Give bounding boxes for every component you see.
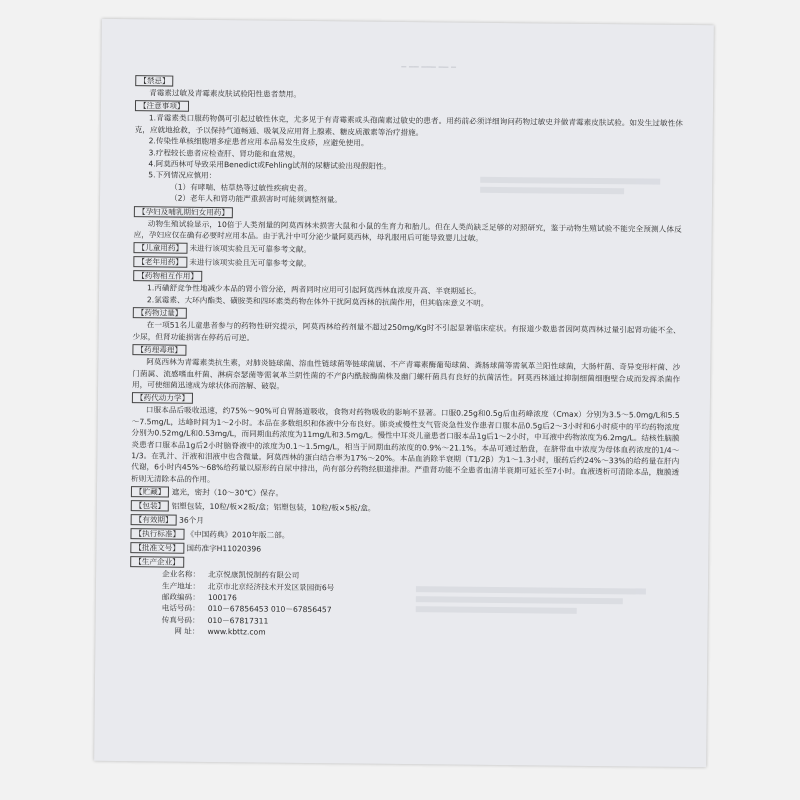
section-paragraph: 4.阿莫西林可导致采用Benedict或Fehling试剂的尿糖试验出现假阳性。	[148, 159, 392, 171]
section-inline-text: 铝塑包装，10粒/板×2板/盒；铝塑包装，10粒/板×5板/盒。	[169, 501, 376, 513]
section-precautions	[134, 99, 683, 210]
section-header: 【注意事项】	[135, 101, 189, 113]
section-header: 【老年用药】	[133, 257, 187, 269]
manufacturer-value: 北京悦康凯悦制药有限公司	[208, 570, 300, 581]
section-paragraph: 在一项51名儿童患者参与的药物性研究提示，阿莫西林给药剂量不超过250mg/Kg时不引起显著临床症状。有报道少数患者因阿莫西林过量引起肾功能不全、少尿，但肾功能损害在停药后可逆。	[132, 320, 681, 343]
section-paragraph: 2.传染性单核细胞增多症患者应用本品易发生皮疹，应避免使用。	[148, 136, 369, 148]
section-header: 【贮藏】	[131, 486, 169, 497]
manufacturer-label: 企业名称：	[162, 569, 201, 580]
section-interactions	[133, 269, 681, 312]
section-paragraph: （1）有哮喘、枯草热等过敏性疾病史者。	[170, 182, 312, 193]
manufacturer-label: 生产地址：	[161, 581, 201, 591]
section-inline-text: 遮光，密封（10～30℃）保存。	[169, 487, 284, 498]
manufacturer-label: 网 址：	[174, 626, 200, 637]
section-pregnancy	[134, 204, 682, 247]
section-paragraph: 1.丙磺舒竞争性地减少本品的肾小管分泌，两者同时应用可引起阿莫西林血浓度升高、半衰期延长。	[147, 283, 481, 297]
manufacturer-value: 100176	[207, 592, 237, 603]
section-header: 【批准文号】	[130, 542, 184, 554]
section-inline-text: 未进行该项实验且无可靠参考文献。	[187, 244, 312, 255]
section-header: 【生产企业】	[130, 556, 184, 568]
section-paragraph: 2.氯霉素、大环内酯类、磺胺类和四环素类药物在体外干扰阿莫西林的抗菌作用，但其临床意义不明。	[146, 295, 489, 308]
manufacturer-info	[129, 568, 678, 642]
section-paragraph: 3.疗程较长患者应检查肝、肾功能和血常规。	[148, 147, 301, 159]
leaflet-content	[129, 73, 683, 642]
section-inline-text: 国药准字H11020396	[183, 543, 262, 554]
section-paragraph: 阿莫西林为青霉素类抗生素，对肺炎链球菌、溶血性链球菌等链球菌属、不产青霉素酶葡萄球菌、粪肠球菌等需氧革兰阳性球菌，大肠杆菌、奇异变形杆菌、沙门菌属、流感嗜血杆菌、淋病奈瑟菌等需氧革兰阴性菌的不产β内酰胺酶菌株及幽门螺杆菌具有良好的抗菌活性。阿莫西林通过抑制细菌细胞壁合成而发挥杀菌作用，可使细菌迅速成为球状体而溶解、破裂。	[132, 357, 681, 391]
section-paragraph: （2）老年人和肾功能严重损害时可能须调整剂量。	[169, 193, 342, 205]
section-header: 【禁忌】	[135, 75, 173, 86]
section-header: 【药物过量】	[133, 307, 187, 319]
section-overdose	[133, 305, 681, 348]
section-header: 【孕妇及哺乳期妇女用药】	[134, 206, 233, 218]
manufacturer-value: 010－67856453 010－67856457	[207, 604, 332, 615]
section-header: 【儿童用药】	[133, 243, 187, 255]
section-header: 【药代动力学】	[132, 392, 193, 404]
manufacturer-label: 电话号码：	[161, 603, 200, 614]
section-header: 【药理毒理】	[132, 344, 186, 356]
manufacturer-value: www.kbttz.com	[207, 627, 266, 637]
leaflet-sheet	[94, 19, 714, 767]
section-paragraph: 动物生殖试验显示，10倍于人类剂量的阿莫西林未损害大鼠和小鼠的生育力和胎儿。但在人类尚缺乏足够的对照研究，鉴于动物生殖试验不能完全预测人体反应，孕妇应仅在确有必要时应用本品。由于乳汁中可分泌少量阿莫西林，母乳服用后可能导致婴儿过敏。	[133, 218, 682, 243]
manufacturer-value: 北京市北京经济技术开发区景园街6号	[207, 581, 335, 592]
section-header: 【药物相互作用】	[133, 271, 202, 283]
section-pharmacokinetics	[131, 390, 680, 490]
section-paragraph: 口服本品后吸收迅速，约75%～90%可自胃肠道吸收，食物对药物吸收的影响不显著。口服0.25g和0.5g后血药峰浓度（Cmax）分别为3.5～5.0mg/L和5.5～7.5mg/L，达峰时间为1～2小时。本品在多数组织和体液中分布良好。肺炎或慢性支气管炎急性发作患者口服本品0.5g后2～3小时和6小时痰中的平均药物浓度分别为0.52mg/L和0.53mg/L，而同期血药浓度为11mg/L和3.5mg/L。慢性中耳炎儿童患者口服本品1g后1～2小时，中耳液中药物浓度为6.2mg/L。结核性脑膜炎患者口服本品1g后2小时脑脊液中的浓度为0.1～1.5mg/L，相当于同期血药浓度的0.9%～21.1%。本品可通过胎盘，在脐带血中浓度为母体血药浓度的1/4～1/3。在乳汁、汗液和泪液中也含微量。阿莫西林的蛋白结合率为17%～20%。本品血消除半衰期（T1/2β）为1～1.3小时，服药后约24%～33%的给药量在肝内代谢，6小时内45%～68%给药量以原形药自尿中排出，尚有部分药物经胆道排泄。严重肾功能不全患者血清半衰期可延长至7小时。血液透析可清除本品，腹膜透析则无清除本品的作用。	[131, 405, 680, 484]
section-header: 【有效期】	[131, 514, 177, 525]
bleed-through-text: ━ ━━ ━━━ ━━ ━	[401, 61, 456, 72]
manufacturer-label: 邮政编码：	[161, 592, 200, 602]
section-header: 【执行标准】	[130, 528, 184, 540]
section-inline-text: 《中国药典》2010年版二部。	[184, 529, 290, 540]
section-inline-text: 未进行该项实验且无可靠参考文献。	[186, 258, 311, 269]
section-paragraph: 1.青霉素类口服药物偶可引起过敏性休克，尤多见于有青霉素或头孢菌素过敏史的患者。用药前必须详细询问药物过敏史并做青霉素皮肤试验。如发生过敏性休克，应就地抢救，予以保持气道畅通、吸氧及应用肾上腺素、糖皮质激素等治疗措施。	[134, 113, 683, 137]
section-inline-text: 36个月	[176, 515, 204, 526]
section-header: 【包装】	[131, 500, 169, 511]
section-paragraph: 5.下列情况应慎用：	[148, 170, 217, 181]
manufacturer-label: 传真号码：	[161, 615, 200, 625]
section-pharmacology	[132, 342, 680, 396]
section-paragraph: 青霉素过敏及青霉素皮肤试验阳性患者禁用。	[149, 88, 302, 99]
manufacturer-value: 010－67817311	[207, 615, 269, 626]
